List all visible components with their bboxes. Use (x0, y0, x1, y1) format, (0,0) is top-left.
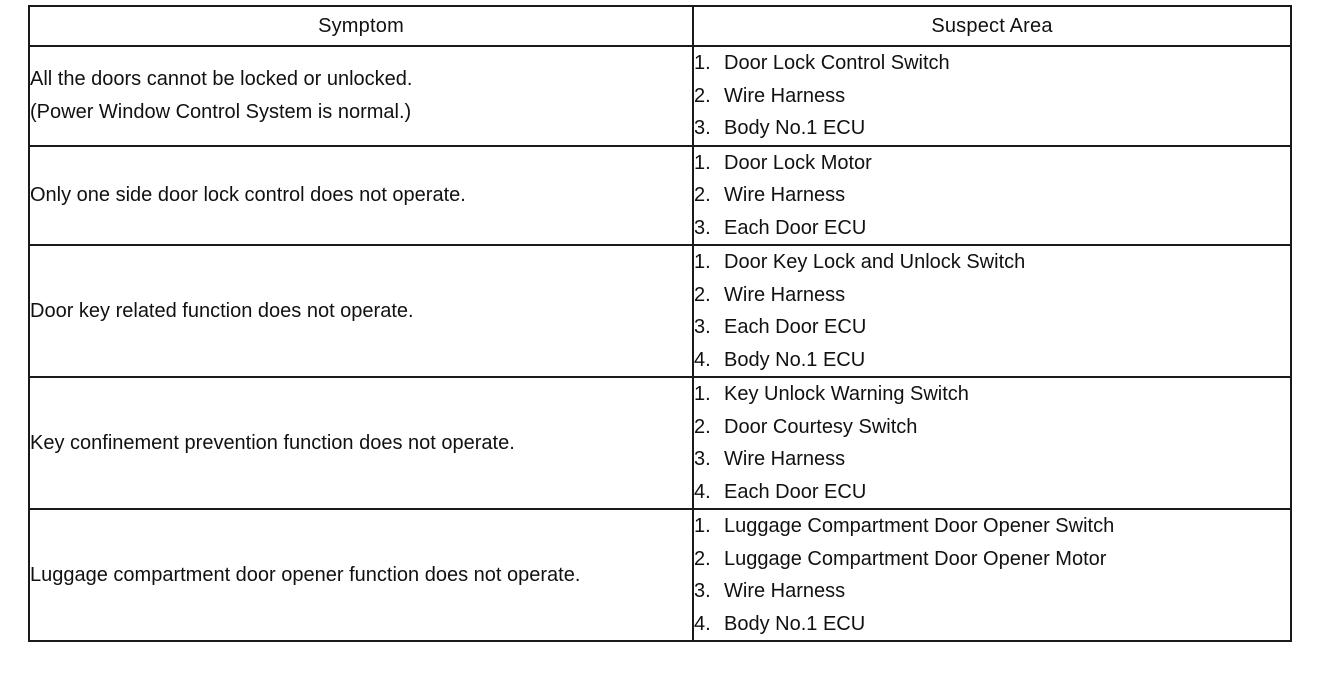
suspect-item (694, 443, 1290, 476)
suspect-item-number: 2. (694, 184, 711, 206)
suspect-area-cell (693, 146, 1291, 246)
suspect-item (694, 575, 1290, 608)
table-row (29, 146, 1291, 246)
suspect-item (694, 476, 1290, 509)
suspect-item (694, 279, 1290, 312)
table-header-row (29, 6, 1291, 46)
suspect-item-text: Key Unlock Warning Switch (724, 383, 969, 405)
symptom-cell (29, 377, 693, 509)
suspect-item-number: 1. (694, 515, 711, 537)
suspect-item-number: 1. (694, 52, 711, 74)
suspect-item-number: 2. (694, 84, 711, 107)
suspect-area-cell (693, 46, 1291, 146)
suspect-item (694, 147, 1290, 180)
suspect-area-column-header: Suspect Area (693, 6, 1291, 46)
table-row (29, 46, 1291, 146)
symptom-cell (29, 509, 693, 641)
suspect-item-text: Luggage Compartment Door Opener Motor (724, 547, 1107, 570)
symptom-cell (29, 46, 693, 146)
suspect-item-text: Body No.1 ECU (724, 612, 866, 635)
suspect-item (694, 112, 1290, 145)
suspect-item-number: 3. (694, 580, 711, 602)
suspect-item-number: 2. (694, 283, 711, 306)
suspect-list (694, 246, 1290, 376)
suspect-item-text: Luggage Compartment Door Opener Switch (724, 515, 1115, 537)
suspect-item-text: Door Key Lock and Unlock Switch (724, 251, 1026, 273)
suspect-item-text: Wire Harness (724, 448, 846, 470)
symptom-column-header: Symptom (29, 6, 693, 46)
suspect-item-text: Wire Harness (724, 184, 846, 206)
table-row (29, 377, 1291, 509)
suspect-list (694, 378, 1290, 508)
symptom-text: All the doors cannot be locked or unlocked. (30, 67, 413, 90)
suspect-area-cell (693, 509, 1291, 641)
suspect-item-text: Each Door ECU (724, 316, 867, 338)
suspect-item-text: Door Lock Motor (724, 151, 872, 174)
suspect-item-text: Body No.1 ECU (724, 348, 866, 371)
suspect-item-text: Body No.1 ECU (724, 117, 866, 139)
suspect-item-number: 3. (694, 216, 711, 239)
symptom-table (28, 5, 1292, 642)
suspect-item (694, 510, 1290, 543)
suspect-list (694, 47, 1290, 145)
suspect-item-text: Wire Harness (724, 84, 846, 107)
suspect-item-number: 3. (694, 316, 711, 338)
suspect-area-cell (693, 377, 1291, 509)
symptom-text: Luggage compartment door opener function does not operate. (30, 563, 581, 586)
troubleshooting-table-container (28, 5, 1290, 642)
suspect-item-number: 3. (694, 448, 711, 470)
table-body (29, 46, 1291, 641)
suspect-item-text: Each Door ECU (724, 216, 867, 239)
suspect-item (694, 212, 1290, 245)
suspect-item-number: 2. (694, 547, 711, 570)
suspect-item (694, 311, 1290, 344)
suspect-list (694, 510, 1290, 640)
suspect-item (694, 246, 1290, 279)
suspect-item (694, 543, 1290, 576)
symptom-cell (29, 146, 693, 246)
table-row (29, 509, 1291, 641)
suspect-item (694, 378, 1290, 411)
suspect-item-number: 3. (694, 117, 711, 139)
suspect-item-text: Door Courtesy Switch (724, 415, 918, 438)
symptom-text: Only one side door lock control does not operate. (30, 183, 466, 206)
suspect-item-number: 2. (694, 415, 711, 438)
suspect-list (694, 147, 1290, 245)
suspect-item-text: Wire Harness (724, 283, 846, 306)
suspect-item (694, 411, 1290, 444)
suspect-item-number: 1. (694, 251, 711, 273)
suspect-item (694, 47, 1290, 80)
symptom-text: (Power Window Control System is normal.) (30, 100, 412, 123)
suspect-area-cell (693, 245, 1291, 377)
symptom-cell (29, 245, 693, 377)
suspect-item-text: Door Lock Control Switch (724, 52, 950, 74)
suspect-item (694, 608, 1290, 641)
suspect-item (694, 344, 1290, 377)
suspect-item-number: 4. (694, 480, 711, 503)
suspect-item-number: 1. (694, 151, 711, 174)
suspect-item-number: 1. (694, 383, 711, 405)
suspect-item-text: Wire Harness (724, 580, 846, 602)
suspect-item-number: 4. (694, 348, 711, 371)
table-row (29, 245, 1291, 377)
suspect-item-number: 4. (694, 612, 711, 635)
symptom-text: Door key related function does not operate. (30, 299, 414, 322)
symptom-text: Key confinement prevention function does not operate. (30, 431, 515, 454)
suspect-item (694, 179, 1290, 212)
suspect-item (694, 80, 1290, 113)
suspect-item-text: Each Door ECU (724, 480, 867, 503)
